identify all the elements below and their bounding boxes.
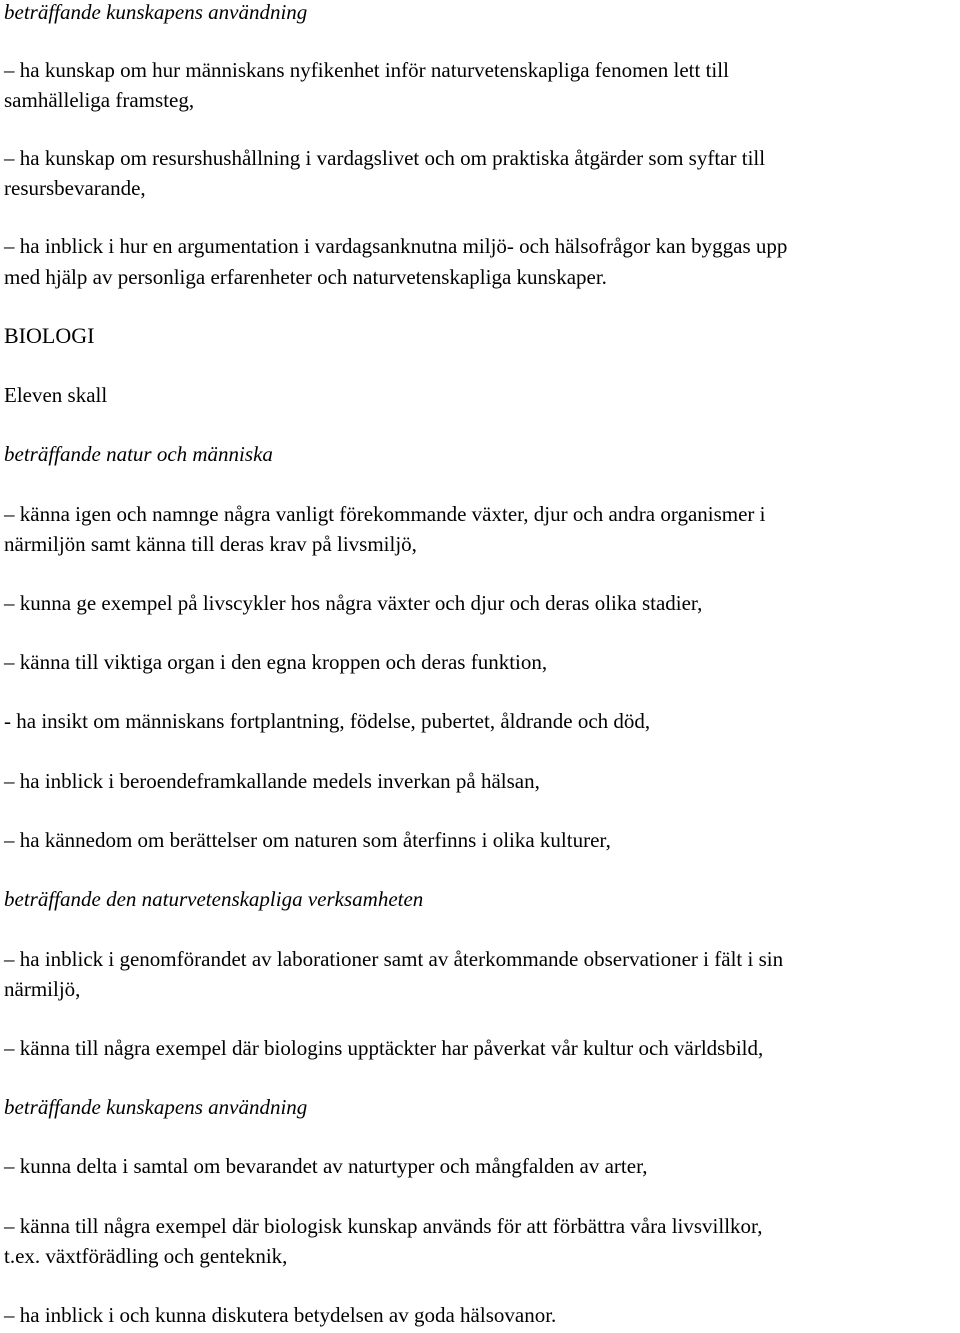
subject-title: BIOLOGI — [4, 323, 95, 348]
list-item-line: – ha inblick i beroendeframkallande medels inverkan på hälsan, — [4, 769, 540, 793]
section-heading-knowledge-use: beträffande kunskapens användning — [4, 1095, 308, 1119]
list-item-line: resursbevarande, — [4, 176, 146, 200]
list-item-line: – känna till viktiga organ i den egna kroppen och deras funktion, — [4, 650, 548, 674]
intro-text: Eleven skall — [4, 383, 108, 407]
list-item-line: närmiljö, — [4, 977, 81, 1001]
section-heading-science: beträffande den naturvetenskapliga verksamheten — [4, 887, 424, 911]
list-item-line: – ha kunskap om hur människans nyfikenhet inför naturvetenskapliga fenomen lett till — [4, 58, 729, 82]
list-item-line: – kunna ge exempel på livscykler hos några växter och djur och deras olika stadier, — [4, 591, 703, 615]
list-item-line: – kunna delta i samtal om bevarandet av naturtyper och mångfalden av arter, — [4, 1154, 648, 1178]
list-item-line: – ha kunskap om resurshushållning i vardagslivet och om praktiska åtgärder som syftar till — [4, 146, 766, 170]
section-heading-nature: beträffande natur och människa — [4, 442, 273, 466]
list-item-line: närmiljön samt känna till deras krav på livsmiljö, — [4, 532, 417, 556]
list-item-line: med hjälp av personliga erfarenheter och naturvetenskapliga kunskaper. — [4, 265, 607, 289]
list-item-line: - ha insikt om människans fortplantning, födelse, pubertet, åldrande och död, — [4, 709, 651, 733]
list-item-line: – ha inblick i genomförandet av laborationer samt av återkommande observationer i fält i sin — [4, 947, 784, 971]
list-item-line: samhälleliga framsteg, — [4, 88, 195, 112]
list-item-line: – känna igen och namnge några vanligt förekommande växter, djur och andra organismer i — [4, 502, 766, 526]
list-item-line: – känna till några exempel där biologisk kunskap används för att förbättra våra livsvillkor, — [4, 1214, 763, 1238]
list-item-line: – känna till några exempel där biologins upptäckter har påverkat vår kultur och världsbild, — [4, 1036, 764, 1060]
list-item-line: – ha inblick i och kunna diskutera betydelsen av goda hälsovanor. — [4, 1303, 557, 1327]
list-item-line: – ha kännedom om berättelser om naturen som återfinns i olika kulturer, — [4, 828, 611, 852]
list-item-line: – ha inblick i hur en argumentation i vardagsanknutna miljö- och hälsofrågor kan byggas upp — [4, 234, 788, 258]
section-heading-knowledge-use: beträffande kunskapens användning — [4, 0, 308, 24]
list-item-line: t.ex. växtförädling och genteknik, — [4, 1244, 288, 1268]
